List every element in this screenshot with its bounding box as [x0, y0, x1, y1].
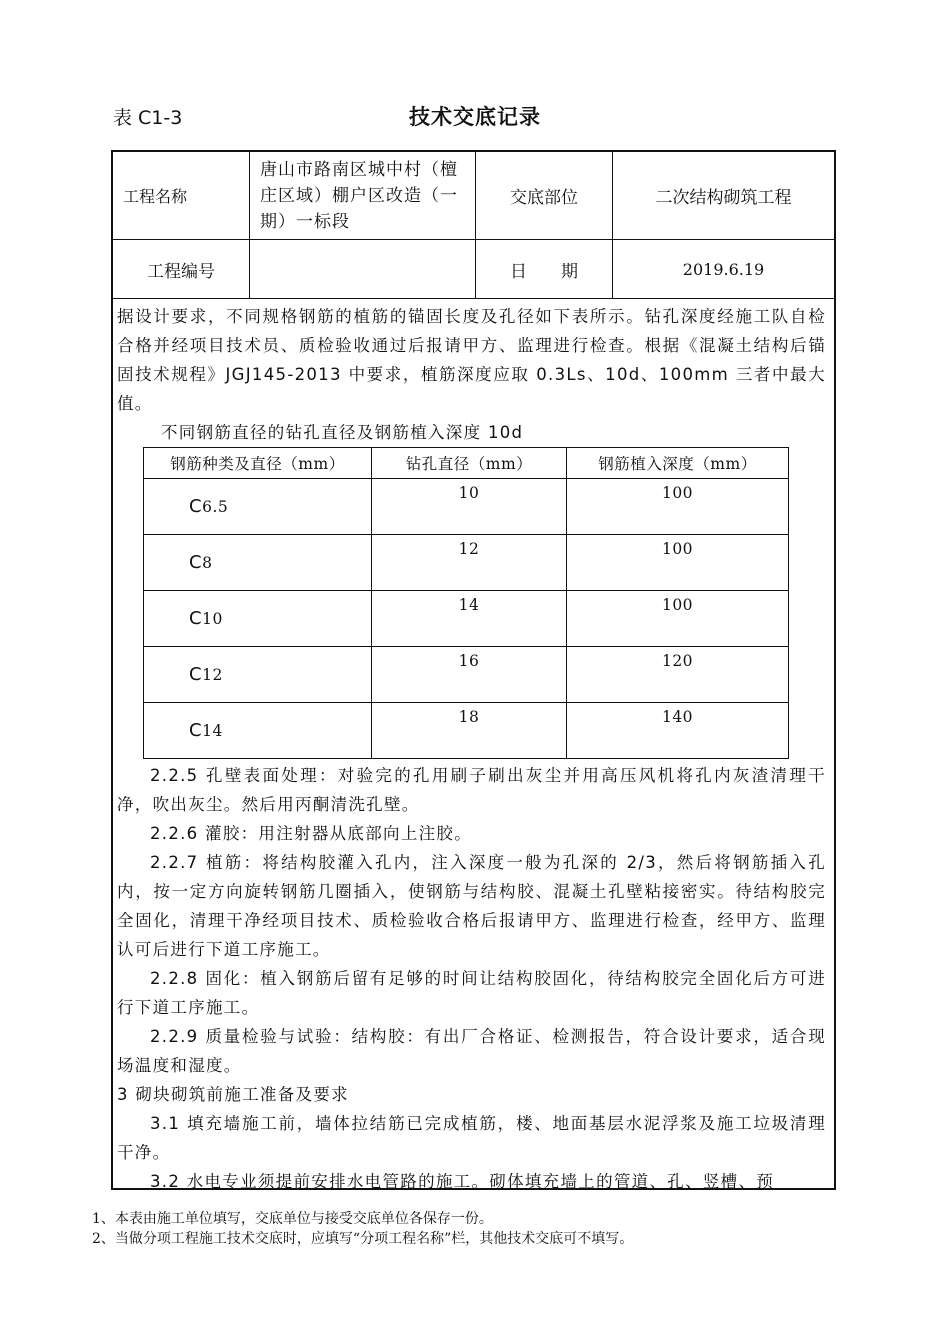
paragraph-2-2-8: 2.2.8 固化：植入钢筋后留有足够的时间让结构胶固化，待结构胶完全固化后方可进行下道工序施工。 [117, 969, 826, 1017]
page-title: 技术交底记录 [409, 105, 541, 129]
paragraph-3-1: 3.1 填充墙施工前，墙体拉结筋已完成植筋，楼、地面基层水泥浮浆及施工垃圾清理干净。 [117, 1114, 826, 1162]
table-row [144, 535, 789, 591]
date-value: 2019.6.19 [682, 259, 765, 279]
header-hole-diameter: 钻孔直径（mm） [372, 448, 567, 479]
rebar-size: C14 [144, 703, 372, 759]
table-row [144, 591, 789, 647]
paragraph-2-2-6: 2.2.6 灌胶：用注射器从底部向上注胶。 [150, 824, 473, 843]
project-number-value [250, 240, 475, 298]
hole-diameter: 18 [372, 703, 567, 759]
disclosure-part-label: 交底部位 [510, 188, 578, 208]
table-row [144, 647, 789, 703]
hole-diameter: 10 [372, 479, 567, 535]
rebar-table [143, 447, 789, 759]
header-rebar-type: 钢筋种类及直径（mm） [144, 448, 372, 479]
project-name-value: 唐山市路南区城中村（檀庄区域）棚户区改造（一期）一标段 [260, 159, 458, 232]
paragraph-2-2-5: 2.2.5 孔壁表面处理：对验完的孔用刷子刷出灰尘并用高压风机将孔内灰渣清理干净，吹出灰尘。然后用丙酮清洗孔壁。 [117, 766, 826, 814]
rebar-size: C8 [144, 535, 372, 591]
form-code: 表 C1-3 [113, 107, 183, 129]
table-row [144, 479, 789, 535]
disclosure-content [113, 302, 834, 1196]
footnote-2: 2、当做分项工程施工技术交底时，应填写“分项工程名称”栏，其他技术交底可不填写。 [92, 1231, 634, 1247]
intro-paragraph: 据设计要求，不同规格钢筋的植筋的锚固长度及孔径如下表所示。钻孔深度经施工队自检合格并经项目技术员、质检验收通过后报请甲方、监理进行检查。根据《混凝土结构后锚固技术规程》JGJ145-2013 中要求，植筋深度应取 0.3Ls、10d、100mm 三者中最大值。 [117, 307, 826, 413]
embed-depth: 100 [567, 591, 789, 647]
section-3-heading: 3 砌块砌筑前施工准备及要求 [117, 1085, 349, 1104]
embed-depth: 100 [567, 479, 789, 535]
hole-diameter: 12 [372, 535, 567, 591]
project-number-label: 工程编号 [147, 261, 215, 282]
embed-depth: 100 [567, 535, 789, 591]
embed-depth: 120 [567, 647, 789, 703]
date-label: 日 期 [510, 261, 578, 282]
paragraph-2-2-9: 2.2.9 质量检验与试验：结构胶：有出厂合格证、检测报告，符合设计要求，适合现场温度和湿度。 [117, 1027, 826, 1075]
record-frame [111, 150, 836, 1190]
header-embed-depth: 钢筋植入深度（mm） [567, 448, 789, 479]
rebar-size: C12 [144, 647, 372, 703]
embed-depth: 140 [567, 703, 789, 759]
rebar-size: C10 [144, 591, 372, 647]
footnote-1: 1、本表由施工单位填写，交底单位与接受交底单位各保存一份。 [92, 1211, 493, 1227]
project-name-label: 工程名称 [123, 187, 188, 206]
paragraph-2-2-7: 2.2.7 植筋：将结构胶灌入孔内，注入深度一般为孔深的 2/3，然后将钢筋插入孔内，按一定方向旋转钢筋几圈插入，使钢筋与结构胶、混凝土孔壁粘接密实。待结构胶完全固化，清理干净经项目技术、质检验收合格后报请甲方、监理进行检查，经甲方、监理认可后进行下道工序施工。 [117, 853, 826, 959]
footnotes [92, 1209, 633, 1249]
table-caption: 不同钢筋直径的钻孔直径及钢筋植入深度 10d [161, 423, 524, 442]
disclosure-part-value: 二次结构砌筑工程 [655, 188, 792, 208]
hole-diameter: 14 [372, 591, 567, 647]
table-row [144, 703, 789, 759]
rebar-size: C6.5 [144, 479, 372, 535]
paragraph-3-2: 3.2 水电专业须提前安排水电管路的施工。砌体填充墙上的管道、孔、竖槽、预 [150, 1172, 775, 1191]
row-divider [113, 298, 834, 299]
hole-diameter: 16 [372, 647, 567, 703]
